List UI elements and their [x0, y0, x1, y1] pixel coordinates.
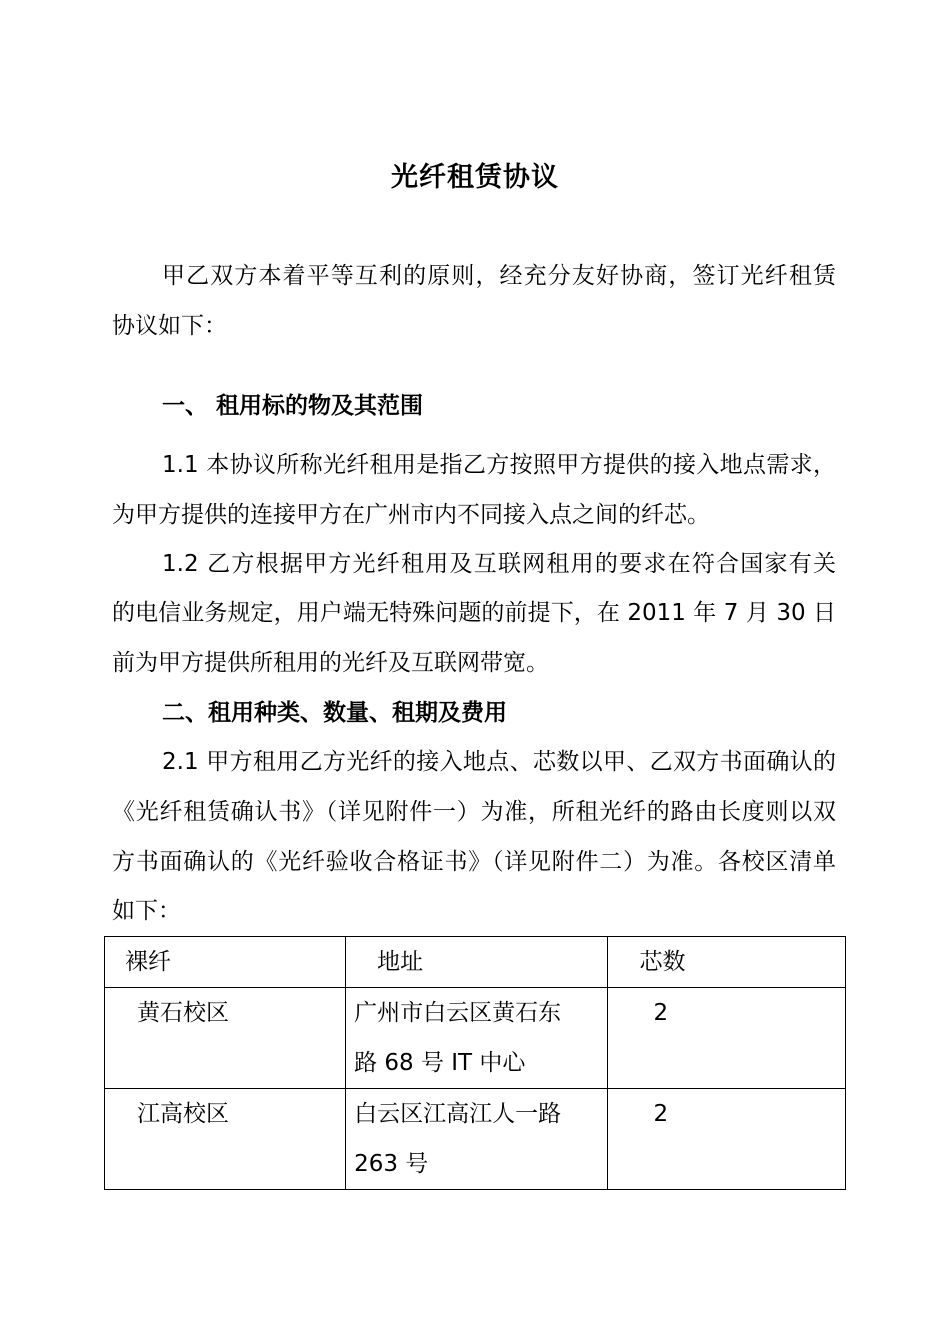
campus-name: 江高校区: [137, 1101, 229, 1127]
clause-1-2-line-3: 前为甲方提供所租用的光纤及互联网带宽。: [112, 650, 549, 676]
clause-2-1-line-1: 2.1 甲方租用乙方光纤的接入地点、芯数以甲、乙双方书面确认的: [162, 749, 836, 775]
core-count: 2: [653, 1101, 669, 1127]
table-row: [105, 1089, 846, 1190]
cores-cell: [608, 1089, 846, 1190]
section-1-heading: 一、 租用标的物及其范围: [162, 393, 424, 419]
cores-cell: [608, 988, 846, 1089]
clause-1-2-line-2: 的电信业务规定，用户端无特殊问题的前提下，在 2011 年 7 月 30 日: [112, 600, 836, 626]
header-cell-address: [346, 937, 608, 988]
intro-line-1: 甲乙双方本着平等互利的原则，经充分友好协商，签订光纤租赁: [162, 263, 836, 289]
core-count: 2: [653, 1000, 669, 1026]
campus-name: 黄石校区: [137, 1000, 229, 1026]
address-line-1: 广州市白云区黄石东: [354, 1000, 562, 1026]
address-line-1: 白云区江高江人一路: [354, 1101, 562, 1127]
address-cell: [346, 988, 608, 1089]
campus-fiber-table: [104, 936, 846, 1190]
document-title: 光纤租赁协议: [391, 162, 559, 193]
table-header-row: [105, 937, 846, 988]
clause-1-1-line-2: 为甲方提供的连接甲方在广州市内不同接入点之间的纤芯。: [112, 502, 710, 528]
clause-2-1-line-3: 方书面确认的《光纤验收合格证书》（详见附件二）为准。各校区清单: [112, 849, 836, 875]
address-line-2: 263 号: [354, 1151, 429, 1177]
intro-line-2: 协议如下：: [112, 313, 227, 339]
header-cores: 芯数: [639, 949, 686, 975]
address-line-2: 路 68 号 IT 中心: [354, 1050, 526, 1076]
clause-2-1-line-2: 《光纤租赁确认书》（详见附件一）为准，所租光纤的路由长度则以双: [112, 799, 836, 825]
header-cell-fiber: [105, 937, 346, 988]
address-cell: [346, 1089, 608, 1190]
section-2-heading: 二、租用种类、数量、租期及费用: [162, 700, 507, 726]
header-cell-cores: [608, 937, 846, 988]
header-fiber: 裸纤: [125, 949, 171, 975]
campus-cell: [105, 988, 346, 1089]
clause-2-1-line-4: 如下：: [112, 898, 181, 924]
clause-1-2-line-1: 1.2 乙方根据甲方光纤租用及互联网租用的要求在符合国家有关: [162, 551, 836, 577]
header-address: 地址: [377, 949, 424, 975]
table-row: [105, 988, 846, 1089]
clause-1-1-line-1: 1.1 本协议所称光纤租用是指乙方按照甲方提供的接入地点需求，: [162, 452, 836, 478]
campus-cell: [105, 1089, 346, 1190]
